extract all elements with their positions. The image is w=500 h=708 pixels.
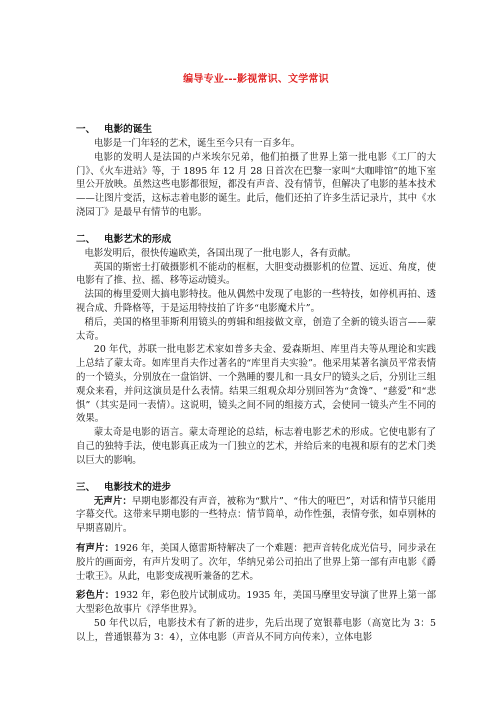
term-text: 50 年代以后，电影技术有了新的进步，先后出现了宽银幕电影（高宽比为 3：5 以上，普通银幕为 3：4），立体电影（声音从不同方向传来），立体电影 [76,617,436,643]
section-number: 二、 [76,233,96,245]
section-number: 三、 [76,481,96,493]
section-heading [76,123,436,136]
paragraph: 电影发明后，很快传遍欧美，各国出现了一批电影人，各有贡献。 [84,247,357,259]
paragraph-silent-film [76,495,436,536]
paragraph: 法国的梅里爱则大搞电影特技。他从偶然中发现了电影的一些特技，如停机再拍、透视合成、升降格等，于是运用特技拍了许多“电影魔术片”。 [76,289,436,314]
paragraph-sound-film [76,542,436,583]
document-title: 编导专业---影视常识、文学常识 [183,74,329,85]
section-number: 一、 [76,124,96,135]
paragraph: 蒙太奇是电影的语言。蒙太奇理论的总结，标志着电影艺术的形成。它使电影有了自己的独特手法，使电影真正成为一门独立的艺术，并给后来的电视和原有的艺术门类以巨大的影响。 [76,427,436,466]
paragraph: 稍后，美国的格里菲斯利用镜头的剪辑和组接做文章，创造了全新的镜头语言——蒙太奇。 [76,316,436,342]
term-label: 有声片： [76,542,115,554]
section-title: 电影的诞生 [104,124,152,135]
section-heading [76,233,436,246]
section-film-birth [76,123,436,220]
paragraph: 英国的斯密士打破摄影机不能动的框框，大胆变动摄影机的位置、远近、角度，使电影有了推、拉、摇、移等运动镜头。 [76,261,436,287]
term-text: 1932 年，彩色胶片试制成功。1935 年，美国马摩里安导演了世界上第一部大型彩色故事片《浮华世界》。 [76,590,436,616]
section-title: 电影技术的进步 [104,481,172,493]
paragraph: 20 年代，苏联一批电影艺术家如普多夫金、爱森斯坦、库里肖夫等从理论和实践上总结了蒙太奇。如库里肖夫作过著名的“库里肖夫实验”。他采用某著名演员平常表情的一个镜头，分别放在一盘馅饼、一个熟睡的婴儿和一具女尸的镜头之后，分别让三组观众来看，并问这演员是什么表情。结果三组观众却分别回答为“贪馋”、“慈爱”和“悲惧”（其实是同一表情）。这说明，镜头之间不同的组接方式，会使同一镜头产生不同的效果。 [76,344,436,425]
paragraph-color-film [76,589,436,617]
term-label: 彩色片： [76,590,115,602]
section-film-art-formation [76,233,436,468]
section-film-technology [76,481,436,645]
term-text: 早期电影都没有声音，被称为“默片”、“伟大的哑巴”，对话和情节只能用字幕交代。这带来早期电影的一些特点：情节简单，动作性强，表情夸张，如卓别林的早期喜剧片。 [76,495,436,535]
paragraph: 电影是一门年轻的艺术，诞生至今只有一百多年。 [93,138,301,149]
section-title: 电影艺术的形成 [104,233,172,245]
paragraph: 电影的发明人是法国的卢米埃尔兄弟，他们拍摄了世界上第一批电影《工厂的大门》、《火车进站》等，于 1895 年 12 月 28 日首次在巴黎一家叫“大咖啡馆”的地下室里公开放映。虽然这些电影都很短，都没有声音、没有情节，但解决了电影的基本技术——让图片变活，这标志着电影的诞生。此后，他们还拍了许多生活记录片，其中《水浇园丁》是最早有情节的电影。 [76,151,436,218]
paragraph-widescreen [76,617,436,645]
term-text: 1926 年，美国人德雷斯特解决了一个难题：把声音转化成光信号，同步录在胶片的画面旁，有声片发明了。次年，华纳兄弟公司拍出了世界上第一部有声电影《爵士歌王》。从此，电影变成视听兼备的艺术。 [76,542,436,582]
term-label: 无声片： [93,495,132,507]
section-heading [76,481,436,494]
